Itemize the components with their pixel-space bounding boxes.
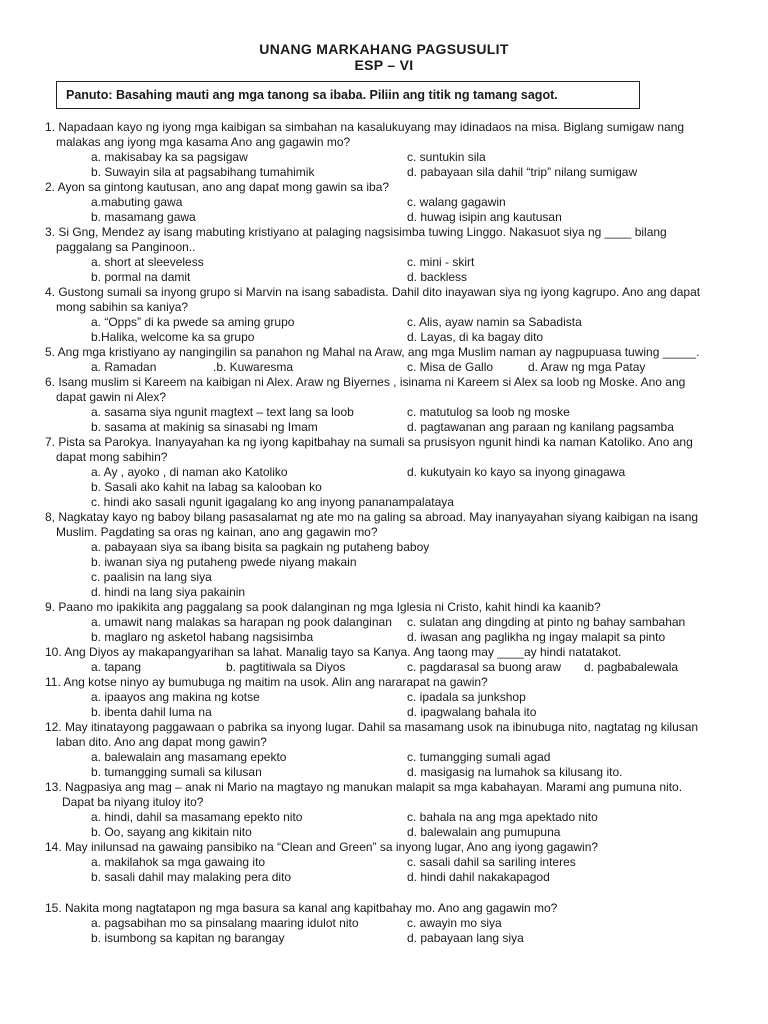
question-2-choice-b: b. masamang gawa [91, 210, 196, 224]
question-8-choice-d: d. hindi na lang siya pakainin [91, 585, 246, 599]
question-5-choice-b: .b. Kuwaresma [213, 360, 294, 374]
question-12-line-1: 12. May itinatayong paggawaan o pabrika sa inyong lugar. Dahil sa masamang usok na ibinubuga nito, nagtatag ng kilusan [45, 720, 699, 734]
question-15-line-1: 15. Nakita mong nagtatapon ng mga basura sa kanal ang kapitbahay mo. Ano ang gagawin mo? [45, 901, 558, 915]
question-12-choice-d: d. masigasig na lumahok sa kilusang ito. [407, 765, 623, 779]
question-2-line-1: 2. Ayon sa gintong kautusan, ano ang dapat mong gawin sa iba? [45, 180, 390, 194]
instructions-text: Panuto: Basahing mauti ang mga tanong sa ibaba. Piliin ang titik ng tamang sagot. [66, 88, 558, 102]
question-6-choice-c: c. matutulog sa loob ng moske [407, 405, 570, 419]
question-11-line-1: 11. Ang kotse ninyo ay bumubuga ng maitim na usok. Alin ang nararapat na gawin? [45, 675, 488, 689]
question-4-choice-d: d. Layas, di ka bagay dito [407, 330, 544, 344]
question-1-choice-a: a. makisabay ka sa pagsigaw [91, 150, 248, 164]
question-14-line-1: 14. May inilunsad na gawaing pansibiko na “Clean and Green” sa inyong lugar, Ano ang iyong gagawin? [45, 840, 599, 854]
question-15-choice-a: a. pagsabihan mo sa pinsalang maaring idulot nito [91, 916, 359, 930]
question-2-choice-c: c. walang gagawin [407, 195, 506, 209]
question-1-choice-d: d. pabayaan sila dahil “trip” nilang sumigaw [407, 165, 638, 179]
question-3-line-1: 3. Si Gng, Mendez ay isang mabuting kristiyano at palaging nagsisimba tuwing Linggo. Nakasuot siya ng ____ bilang [45, 225, 667, 239]
question-4-choice-b: b.Halika, welcome ka sa grupo [91, 330, 255, 344]
question-8-choice-c: c. paalisin na lang siya [91, 570, 212, 584]
question-9-choice-c: c. sulatan ang dingding at pinto ng bahay sambahan [407, 615, 686, 629]
question-1-choice-b: b. Suwayin sila at pagsabihang tumahimik [91, 165, 315, 179]
question-4-choice-a: a. “Opps” di ka pwede sa aming grupo [91, 315, 295, 329]
question-6-line-1: 6. Isang muslim si Kareem na kaibigan ni Alex. Araw ng Biyernes , isinama ni Kareem si Alex sa loob ng Moske. Ano ang [45, 375, 686, 389]
question-13-choice-d: d. balewalain ang pumupuna [407, 825, 561, 839]
question-14-choice-d: d. hindi dahil nakakapagod [407, 870, 550, 884]
question-13-line-2: Dapat ba niyang ituloy ito? [62, 795, 204, 809]
question-3-choice-d: d. backless [407, 270, 468, 284]
question-8-line-1: 8, Nagkatay kayo ng baboy bilang pasasalamat ng ate mo na galing sa abroad. May inanyayahan siyang kaibigan na isang [45, 510, 699, 524]
question-11-choice-d: d. ipagwalang bahala ito [407, 705, 537, 719]
question-10-choice-c: c. pagdarasal sa buong araw [407, 660, 562, 674]
question-9-line-1: 9. Paano mo ipakikita ang paggalang sa pook dalanginan ng mga Iglesia ni Cristo, kahit hindi ka kaanib? [45, 600, 601, 614]
question-2-choice-a: a.mabuting gawa [91, 195, 183, 209]
question-12-choice-a: a. balewalain ang masamang epekto [91, 750, 287, 764]
question-10-line-1: 10. Ang Diyos ay makapangyarihan sa lahat. Manalig tayo sa Kanya. Ang taong may ____ay hindi natatakot. [45, 645, 622, 659]
question-8-line-2: Muslim. Pagdating sa oras ng kainan, ano ang gagawin mo? [56, 525, 378, 539]
question-11-choice-a: a. ipaayos ang makina ng kotse [91, 690, 260, 704]
question-7-choice-c: c. hindi ako sasali ngunit igagalang ko ang inyong pananampalataya [91, 495, 454, 509]
question-1-line-2: malakas ang iyong mga kasama Ano ang gagawin mo? [56, 135, 351, 149]
question-15-choice-c: c. awayin mo siya [407, 916, 502, 930]
question-7-choice-d: d. kukutyain ko kayo sa inyong ginagawa [407, 465, 626, 479]
question-4-line-2: mong sabihin sa kaniya? [56, 300, 189, 314]
question-5-choice-d: d. Araw ng mga Patay [528, 360, 646, 374]
question-7-line-2: dapat mong sabihin? [56, 450, 168, 464]
question-10-choice-b: b. pagtitiwala sa Diyos [226, 660, 346, 674]
question-9-choice-d: d. iwasan ang paglikha ng ingay malapit sa pinto [407, 630, 666, 644]
question-13-choice-b: b. Oo, sayang ang kikitain nito [91, 825, 252, 839]
question-5-choice-a: a. Ramadan [91, 360, 157, 374]
exam-subtitle: ESP – VI [354, 57, 414, 73]
question-11-choice-c: c. ipadala sa junkshop [407, 690, 526, 704]
question-12-choice-b: b. tumangging sumali sa kilusan [91, 765, 262, 779]
question-11-choice-b: b. ibenta dahil luma na [91, 705, 212, 719]
question-13-line-1: 13. Nagpasiya ang mag – anak ni Mario na magtayo ng manukan malapit sa mga kabahayan. Marami ang pumuna nito. [45, 780, 683, 794]
instructions-box [56, 81, 640, 109]
question-4-choice-c: c. Alis, ayaw namin sa Sabadista [407, 315, 582, 329]
question-1-line-1: 1. Napadaan kayo ng iyong mga kaibigan sa simbahan na kasalukuyang may idinadaos na misa. Biglang sumigaw nang [45, 120, 685, 134]
question-1-choice-c: c. suntukin sila [407, 150, 486, 164]
question-3-choice-c: c. mini - skirt [407, 255, 475, 269]
question-14-choice-c: c. sasali dahil sa sariling interes [407, 855, 576, 869]
question-9-choice-a: a. umawit nang malakas sa harapan ng pook dalanginan [91, 615, 392, 629]
question-12-choice-c: c. tumangging sumali agad [407, 750, 551, 764]
question-7-choice-a: a. Ay , ayoko , di naman ako Katoliko [91, 465, 288, 479]
question-2-choice-d: d. huwag isipin ang kautusan [407, 210, 562, 224]
question-7-choice-b: b. Sasali ako kahit na labag sa kalooban ko [91, 480, 322, 494]
question-5-choice-c: c. Misa de Gallo [407, 360, 494, 374]
question-10-choice-a: a. tapang [91, 660, 142, 674]
question-3-line-2: paggalang sa Panginoon.. [56, 240, 196, 254]
question-10-choice-d: d. pagbabalewala [584, 660, 679, 674]
question-5-line-1: 5. Ang mga kristiyano ay nangingilin sa panahon ng Mahal na Araw, ang mga Muslim naman ay nagpupuasa tuwing _____. [45, 345, 700, 359]
question-9-choice-b: b. maglaro ng asketol habang nagsisimba [91, 630, 314, 644]
question-15-choice-d: d. pabayaan lang siya [407, 931, 524, 945]
question-7-line-1: 7. Pista sa Parokya. Inanyayahan ka ng iyong kapitbahay na sumali sa prusisyon ngunit hindi ka naman Katoliko. Ano ang [45, 435, 693, 449]
question-6-choice-a: a. sasama siya ngunit magtext – text lang sa loob [91, 405, 354, 419]
exam-title: UNANG MARKAHANG PAGSUSULIT [259, 41, 509, 57]
question-14-choice-a: a. makilahok sa mga gawaing ito [91, 855, 266, 869]
question-6-choice-d: d. pagtawanan ang paraan ng kanilang pagsamba [407, 420, 674, 434]
question-13-choice-a: a. hindi, dahil sa masamang epekto nito [91, 810, 303, 824]
question-8-choice-a: a. pabayaan siya sa ibang bisita sa pagkain ng putaheng baboy [91, 540, 430, 554]
question-4-line-1: 4. Gustong sumali sa inyong grupo si Marvin na isang sabadista. Dahil dito inayawan siya ng iyong kagrupo. Ano ang dapat [45, 285, 701, 299]
question-8-choice-b: b. iwanan siya ng putaheng pwede niyang makain [91, 555, 357, 569]
question-3-choice-a: a. short at sleeveless [91, 255, 204, 269]
question-3-choice-b: b. pormal na damit [91, 270, 191, 284]
question-15-choice-b: b. isumbong sa kapitan ng barangay [91, 931, 285, 945]
question-6-choice-b: b. sasama at makinig sa sinasabi ng Imam [91, 420, 318, 434]
question-12-line-2: laban dito. Ano ang dapat mong gawin? [56, 735, 267, 749]
question-14-choice-b: b. sasali dahil may malaking pera dito [91, 870, 292, 884]
question-6-line-2: dapat gawin ni Alex? [56, 390, 167, 404]
question-13-choice-c: c. bahala na ang mga apektado nito [407, 810, 598, 824]
